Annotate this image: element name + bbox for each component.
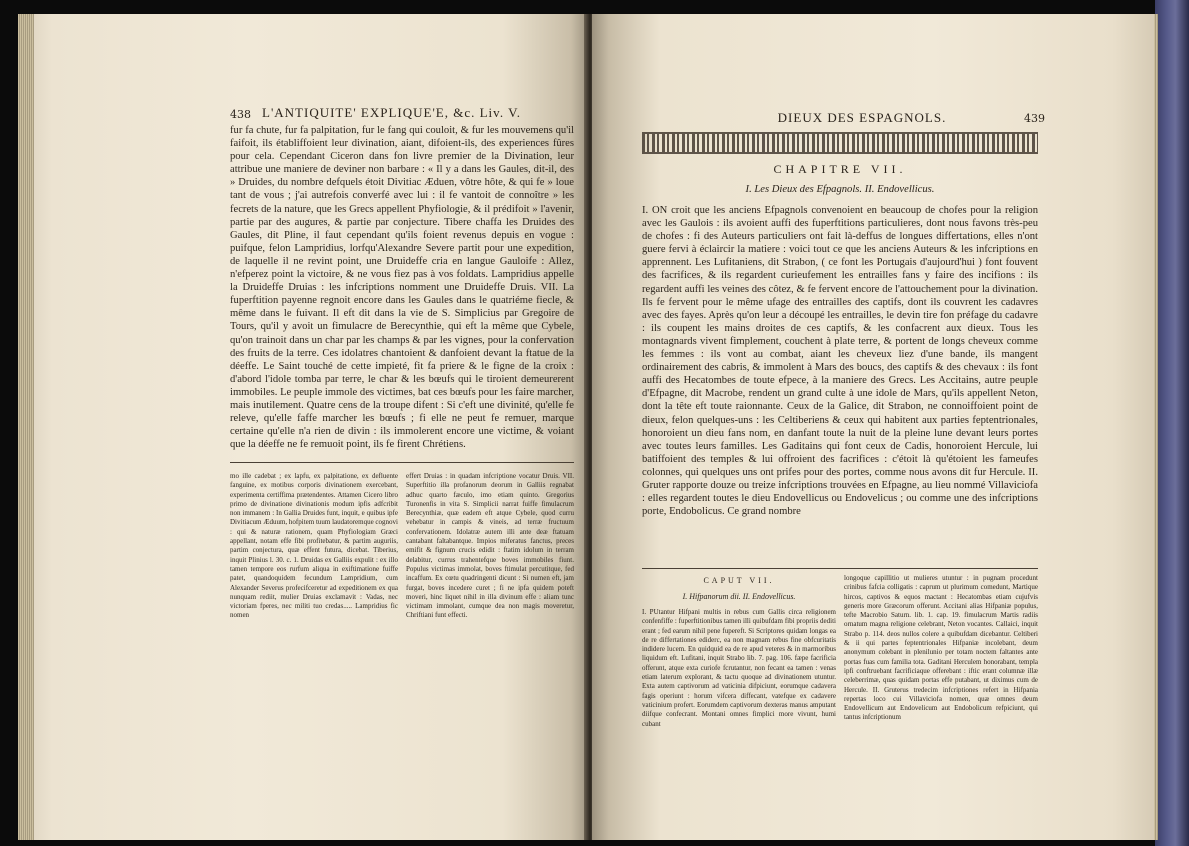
latin-chapter-title: CAPUT VII. — [703, 576, 775, 585]
right-page — [592, 14, 1158, 840]
left-notes-column-2: effert Druias : in quadam infcriptione vocatur Druis. VII. Superftitio illa profanorum deorum in Galliis regnabat adhuc quarto fæculo, imo etiam quinto. Gregorius Turonenfis in vita S. Simplicii narrat fuiffe fimulacrum Berecynthiæ, quæ eadem eft atque Cybele, quod curru vehebatur in campis & vineis, ad terræ fructuum confervationem. Idolatræ autem illi ante deæ ftatuam cantabant faltabantque. Impios miferatus fanctus, preces emifit & fignum crucis edidit : ftatim idolum in terram delabitur, currus trahentefque boves immobiles fiunt. Populus victimas immolat, boves ftimulat percutitque, fed incaffum. Ex cœtu quadringenti dicunt : Si numen eft, jam furgat, boves incedere curet ; fi ne ipfa quidem poteft moveri, hinc liquet nihil in illa divinum effe : aliam tunc victimam immolant, cumque dea non magis moveretur, Chriftiani funt effecti. — [406, 472, 574, 620]
chapter-ornament-band — [642, 132, 1038, 154]
left-footnote-rule — [230, 462, 574, 463]
left-page — [18, 14, 588, 840]
right-notes-column-1: I. PUtantur Hifpani multis in rebus cum Gallis circa religionem confenfiffe : fuperftitionibus tamen illi quibufdam fibi propriis dediti erant ; fed earum nihil pene fupereft. Si Scriptores quidam longas ea de re differtationes ediderc, ea non magnam rebus fine obfcuritatis indidere lucem. En quidquid ea de re apud veteres & in marmoribus liquidum eft. Lufitani, inquit Strabo lib. 7. pag. 106. fæpe facrificia offerunt, atque exta curiofe fcrutantur, non fecant ea tamen : venas etiam laterum explorant, & tactu quoque ad divinationem utuntur. Exta autem captivorum ad vaticinia difpiciunt, eorumque cadavera fagis operiunt : horum vifcera diffecant, vatefque ex cadavere vaticinium profert. Eorumdem captivorum dexteras manus amputant diifque confecrant. Montani omnes fimplici more vivunt, humi cubant — [642, 608, 836, 728]
chapter-title: CHAPITRE VII. — [773, 162, 907, 176]
left-notes-column-1: mo ille cadebat ; ex lapfu, ex palpitatione, ex defluente fanguine, ex motibus corporis divinationem exercebant, experimenta certiffima prætendentes. Attamen Cicero libro primo de divinatione divinationis modum ipfis adfcribit non immanem : In Gallia Druides funt, inquit, e quibus ipfe Divitiacum Æduum, hofpitem tuum laudatoremque cognovi : qui & naturæ rationem, quam Phyfiologiam Græci appellant, notam effe fibi profitebatur, & partim auguriis, partim conjectura, quæ effent futura, dicebat. Tiberius, inquit Plinius l. 30. c. 1. Druidas ex Galliis expulit : ex illo tamen tempore eos rurfum aliqua in exiftimatione fuiffe patet, quandoquidem fecundum Lampridium, cum Alexander Severus profecifceretur ad expeditionem ex qua nunquam rediit, mulier Druias exclamavit : Vadas, nec victoriam fperes, nec militi tuo credas..... Lampridius fic nomen — [230, 472, 398, 620]
left-page-edge — [18, 14, 34, 840]
right-body-text: I. ON croit que les anciens Efpagnols convenoient en beaucoup de chofes pour la religion avec les Gaulois : ils avoient auffi des fuperftitions particulieres, dont nous favons très-peu de chofes : fi des Auteurs particuliers ont fait là-deffus de longues differtations, elles n'ont guere fervi à éclaircir la matiere : voici tout ce que les anciens Auteurs & les infcriptions en apprennent. Les Lufitaniens, dit Strabon, ( ce font les Portugais d'aujourd'hui ) font fouvent des facrifices, & ils regardent curieufement les entrailles fans y faire des incifions : ils regardent auffi les veines des côtez, & fe fervent encore de l'attouchement pour la divination. Ils fe fervent pour le même ufage des entrailles des captifs, dont ils couvrent les cadavres avec des fayes. Après qu'on leur a découpé les entrailles, le devin tire fon préfage du cadavre : ils coupent les mains droites de ces captifs, & les confacrent aux dieux. Tous les montagnards vivent fimplement, couchent à plate terre, & portent de longs cheveux comme les femmes : ils vont au combat, aiant les cheveux liez d'une bande, ils mangent ordinairement des cabris, & immolent à Mars des boucs, des captifs & des chevaux : ils font auffi des Hecatombes de toute efpece, à la maniere des Grecs. Les Accitains, autre peuple d'Efpagne, dit Macrobe, rendent un grand culte à une idole de Mars, qu'ils appellent Neton, dont la tête eft toute raionnante. Ceux de la Galice, dit Strabon, ne connoiffoient point de dieux, felon quelques-uns : les Celtiberiens & ceux qui habitent aux parties feptentrionales, honoroient un dieu fans nom, en danfant toute la nuit de la pleine lune devant leurs portes avec toutes leurs familles. Les Gaditains qui font ceux de Cadis, honoroient Hercule, lui batiffoient des temples & lui offroient des facrifices : c'étoit là qu'étoient les fameufes colonnes, qui quelques uns ont prifes pour des portes, comme nous avons dit fur Hercule. II. Gruter rapporte douze ou treize infcriptions trouvées en Efpagne, au lieu nommé Villaviciofa : elles regardent toutes le dieu Endovellicus ou Endovelicus ; ou comme une des infcriptions porte, Endobolicus. Ce grand nombre — [642, 205, 1038, 518]
left-running-head: L'ANTIQUITE' EXPLIQUE'E, &c. Liv. V. — [262, 105, 522, 120]
open-book — [18, 14, 1158, 840]
right-notes-column-2: longoque capillitio ut mulieres utuntur : in pugnam procedunt crinibus fafcia colligatis : caprum ut plurimum comedunt, Martique hircos, captivos & equos mactant : Hecatombas etiam cujufvis generis more Græcorum offerunt. Accitani alias Hifpaniæ populus, tefte Macrobio Saturn. lib. 1. cap. 19. fimulacrum Martis radiis ornatum magna religione celebrant, Neton vocantes. Callaici, inquit Strabo p. 114. deos nullos colere a quibufdam dicebantur. Celtiberi & ii qui partes feptentrionales Hifpaniæ incolebant, deum anonymum colebant in plenilunio per totam noctem faltantes ante portas fuas cum familia tota. Gaditani Herculem honorabant, templa ipfi conftruebant facrificiaque offerebant : iftic erant columnæ illæ celeberrimæ, quas quidam portas effe putabant, ut diximus cum de Hercule. II. Gruterus tredecim infcriptiones refert in Hifpania repertas loco cui Villaviciofa nomen, quæ omnes deum Endovellicum aut Endovelicum aut Endobolicum refpiciunt, qui tantus infcriptionum — [844, 574, 1038, 722]
right-page-edge — [1154, 14, 1158, 840]
right-running-head: DIEUX DES ESPAGNOLS. — [777, 110, 947, 125]
left-page-number: 438 — [230, 108, 251, 121]
book-cover-edge — [1155, 0, 1189, 846]
chapter-heading: I. Les Dieux des Efpagnols. II. Endovellicus. — [745, 184, 935, 195]
latin-chapter-heading: I. Hifpanorum dii. II. Endovellicus. — [682, 592, 796, 601]
left-body-text: fur fa chute, fur fa palpitation, fur le fang qui couloit, & fur les mouvemens qu'il faifoit, ils établiffoient leur divination, aiant, difoient-ils, des experiences fûres pour cela. Cependant Ciceron dans fon livre premier de la Divination, leur attribue une maniere de deviner non barbare : « Il y a dans les Gaules, dit-il, des » Druides, du nombre defquels étoit Divitiac Æduen, vôtre hôte, & qui fe » loue tant de vous ; j'ai autrefois converfé avec lui : il fe vantoit de connoître » les fecrets de la nature, que les Grecs appellent Phyfiologie, & il prédifoit » l'avenir, partie par des augures, & partie par conjecture. Tibere chaffa les Druides des Gaules, dit Pline, il faut cependant qu'ils foient revenus depuis en vogue : puifque, felon Lampridius, lorfqu'Alexandre Severe partit pour une expedition, de laquelle il ne revint point, une Druideffe cria en langue Gauloife : Allez, n'efperez point la victoire, & ne vous fiez pas à vos foldats. Lampridius appelle la Druideffe Druias : les infcriptions nomment une Druideffe Druis. VII. La fuperftition payenne regnoit encore dans les Gaules dans le quatriéme fiecle, & même dans le fuivant. Il eft dit dans la vie de S. Simplicius par Gregoire de Tours, qu'il y avoit un fimulacre de Berecynthie, qui eft la même que Cybele, qu'on trainoit dans un char par les champs & par les vignes, pour la confervation des fruits de la terre. Ces idolatres chantoient & danfoient devant la ftatue de la déeffe. Le Saint touché de cette impieté, fit fa priere & le figne de la croix : d'abord l'idole tomba par terre, le char & les bœufs qui le tiroient demeurerent immobiles. Le peuple immole des victimes, bat ces bœufs pour les faire marcher, mais inutilement. Quatre cens de la troupe difent : Si c'eft une divinité, qu'elle fe releve, qu'elle faffe marcher les bœufs ; fi elle ne peut fe remuer, marque certaine qu'elle n'a rien de divin : ils immolerent encore une victime, & voiant que la déeffe ne fe remuoit point, ils fe firent Chrétiens. — [230, 125, 574, 451]
right-page-number: 439 — [1024, 112, 1045, 125]
right-footnote-rule — [642, 568, 1038, 569]
